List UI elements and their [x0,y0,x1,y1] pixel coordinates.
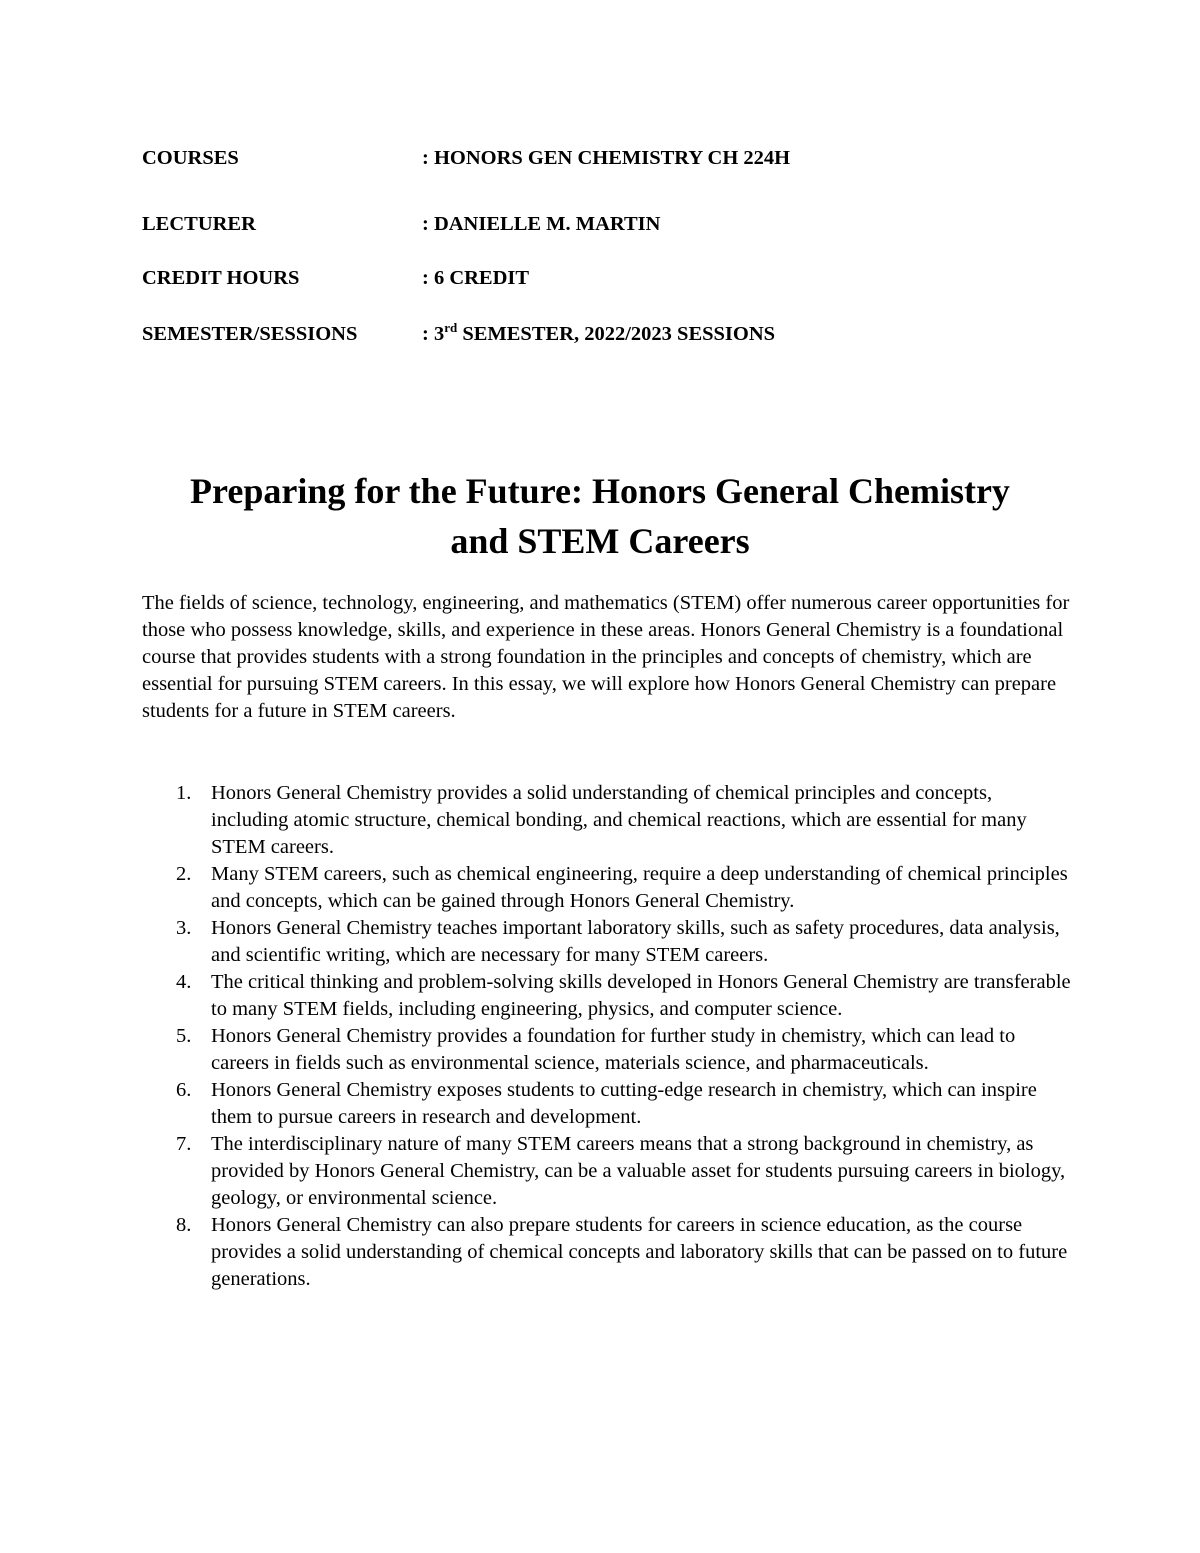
list-item-text: Honors General Chemistry exposes students to cutting-edge research in chemistry, which can inspire them to pursue careers in research and development. [211,1079,1037,1128]
list-item-text: Honors General Chemistry teaches important laboratory skills, such as safety procedures, data analysis, and scientific writing, which are necessary for many STEM careers. [211,917,1060,966]
numbered-list [142,780,1072,1293]
semester-value [422,319,775,349]
lecturer-value: : DANIELLE M. MARTIN [422,213,661,235]
list-item-number: 2. [176,863,192,885]
course-label: COURSES [142,147,239,169]
intro-paragraph: The fields of science, technology, engineering, and mathematics (STEM) offer numerous career opportunities for those who possess knowledge, skills, and experience in these areas. Honors General Chemistry is a foundational course that provides students with a strong foundation in the principles and concepts of chemistry, which are essential for pursuing STEM careers. In this essay, we will explore how Honors General Chemistry can prepare students for a future in STEM careers. [142,592,1070,722]
list-item-number: 6. [176,1079,192,1101]
list-item [142,1023,1072,1077]
list-item-text: Honors General Chemistry provides a solid understanding of chemical principles and concepts, including atomic structure, chemical bonding, and chemical reactions, which are essential for many STEM careers. [211,782,1027,858]
list-item-number: 5. [176,1025,192,1047]
list-item [142,969,1072,1023]
list-item-number: 1. [176,782,192,804]
semester-ordinal-suffix: rd [444,320,458,335]
list-item [142,780,1072,861]
list-item [142,1212,1072,1293]
lecturer-label: LECTURER [142,213,256,235]
list-item-text: Honors General Chemistry provides a foundation for further study in chemistry, which can lead to careers in fields such as environmental science, materials science, and pharmaceuticals. [211,1025,1016,1074]
list-item-text: Honors General Chemistry can also prepare students for careers in science education, as the course provides a solid understanding of chemical concepts and laboratory skills that can be passed on to future generations. [211,1214,1068,1290]
list-item [142,861,1072,915]
list-item-number: 4. [176,971,192,993]
semester-prefix: : 3 [422,323,445,345]
list-item [142,915,1072,969]
list-item-number: 8. [176,1214,192,1236]
list-item-text: Many STEM careers, such as chemical engineering, require a deep understanding of chemical principles and concepts, which can be gained through Honors General Chemistry. [211,863,1068,912]
list-item-text: The critical thinking and problem-solving skills developed in Honors General Chemistry are transferable to many STEM fields, including engineering, physics, and computer science. [211,971,1071,1020]
credit-hours-value: : 6 CREDIT [422,267,530,289]
essay-title-line-2: and STEM Careers [450,521,750,561]
list-item-text: The interdisciplinary nature of many STEM careers means that a strong background in chemistry, as provided by Honors General Chemistry, can be a valuable asset for students pursuing careers in biology, geology, or environmental science. [211,1133,1066,1209]
list-item-number: 3. [176,917,192,939]
credit-hours-label: CREDIT HOURS [142,267,300,289]
essay-title [100,466,1100,566]
semester-rest: SEMESTER, 2022/2023 SESSIONS [457,323,776,345]
semester-label: SEMESTER/SESSIONS [142,323,358,345]
essay-title-line-1: Preparing for the Future: Honors General Chemistry [190,471,1010,511]
course-value: : HONORS GEN CHEMISTRY CH 224H [422,147,791,169]
list-item-number: 7. [176,1133,192,1155]
list-item [142,1131,1072,1212]
list-item [142,1077,1072,1131]
